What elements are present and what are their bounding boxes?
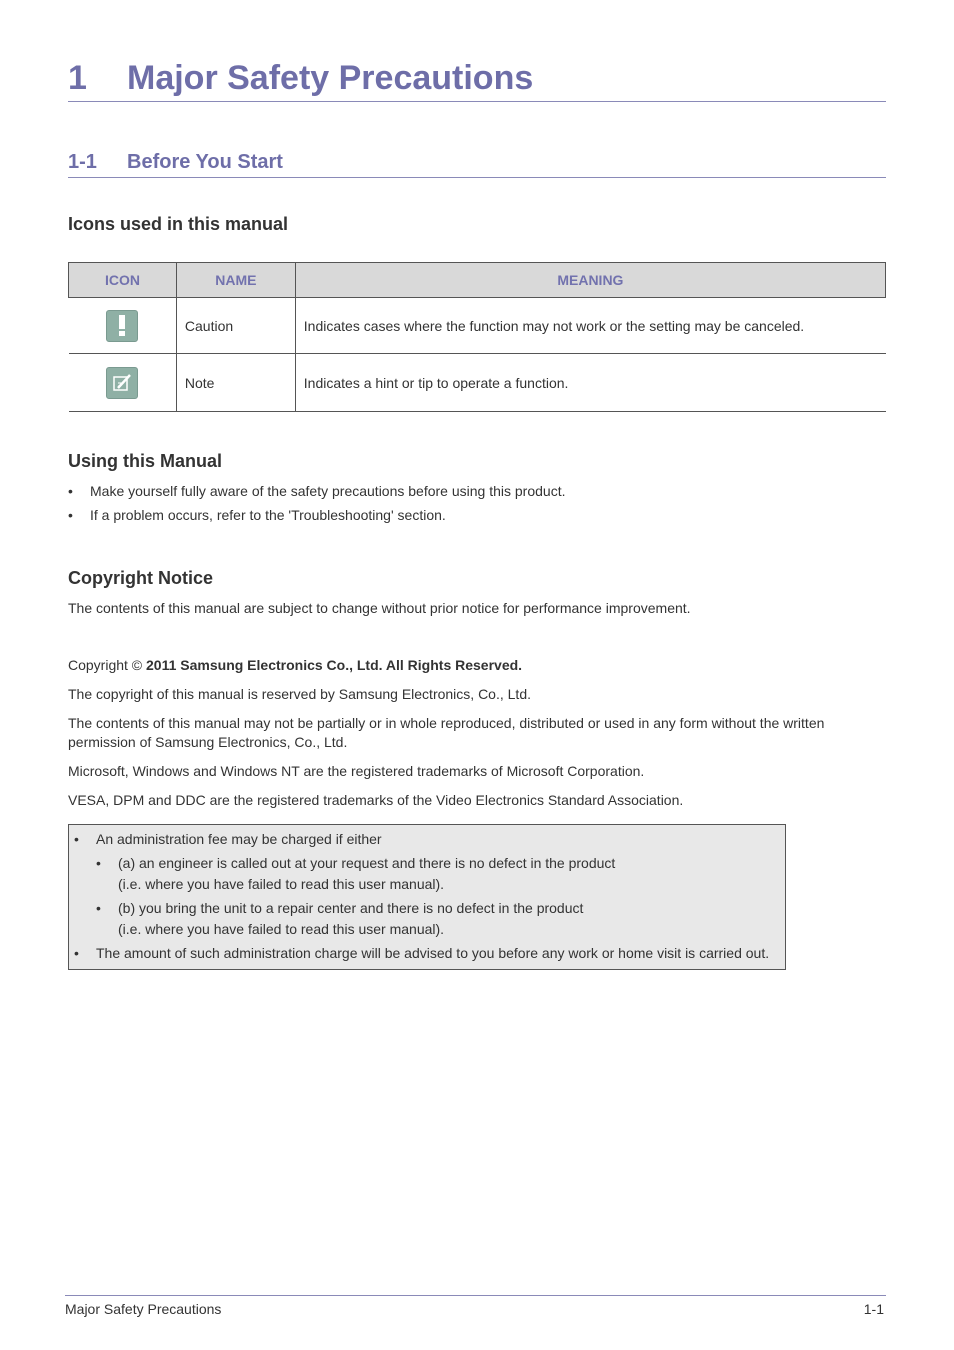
icon-cell: [69, 354, 177, 412]
using-manual-heading: Using this Manual: [68, 451, 223, 471]
copyright-intro: The contents of this manual are subject to change without prior notice for performance improvement.: [68, 600, 691, 616]
notice-sub-a-2: (i.e. where you have failed to read this user manual).: [118, 876, 445, 892]
bullet: •: [74, 945, 79, 961]
microsoft-trademark: Microsoft, Windows and Windows NT are the registered trademarks of Microsoft Corporation.: [68, 763, 645, 779]
notice-sub-a-1: (a) an engineer is called out at your request and there is no defect in the product: [118, 855, 616, 871]
copyright-reserved: The copyright of this manual is reserved by Samsung Electronics, Co., Ltd.: [68, 686, 531, 702]
section-title: [68, 149, 886, 178]
copyright-reproduction-1: The contents of this manual may not be partially or in whole reproduced, distributed or used in any form without the written: [68, 715, 825, 731]
column-header-name: NAME: [176, 263, 295, 298]
table-header-row: [69, 263, 886, 298]
icons-heading: Icons used in this manual: [68, 214, 289, 234]
table-row: [69, 354, 886, 412]
chapter-title-text: Major Safety Precautions: [127, 59, 534, 97]
copyright-holder: 2011 Samsung Electronics Co., Ltd. All Rights Reserved.: [146, 657, 523, 673]
administration-fee-notice: [68, 824, 786, 970]
list-item: • Make yourself fully aware of the safety precautions before using this product.: [68, 482, 565, 506]
footer-divider: [65, 1295, 886, 1296]
chapter-number: 1: [68, 59, 87, 97]
copyright-prefix: Copyright ©: [68, 657, 147, 673]
footer-page-number: 1-1: [863, 1301, 884, 1317]
table-row: [69, 298, 886, 354]
icon-cell: [69, 298, 177, 354]
caution-icon: [106, 310, 138, 342]
notice-sub-b-2: (i.e. where you have failed to read this user manual).: [118, 921, 445, 937]
column-header-icon: ICON: [69, 263, 177, 298]
copyright-reproduction-2: permission of Samsung Electronics, Co., Ltd.: [68, 734, 348, 750]
bullet: •: [96, 855, 101, 871]
notice-item-2: The amount of such administration charge will be advised to you before any work or home visit is carried out.: [96, 945, 770, 961]
bullet: •: [96, 900, 101, 916]
vesa-trademark: VESA, DPM and DDC are the registered trademarks of the Video Electronics Standard Association.: [68, 792, 684, 808]
column-header-meaning: MEANING: [295, 263, 885, 298]
name-cell: Caution: [176, 298, 295, 354]
notice-sub-b-1: (b) you bring the unit to a repair center and there is no defect in the product: [118, 900, 584, 916]
section-title-text: Before You Start: [127, 151, 283, 173]
notice-item-1: An administration fee may be charged if either: [96, 831, 382, 847]
list-item: • If a problem occurs, refer to the 'Troubleshooting' section.: [68, 506, 565, 530]
using-manual-list: [68, 482, 565, 530]
footer-chapter-name: Major Safety Precautions: [65, 1301, 222, 1317]
meaning-cell: Indicates cases where the function may not work or the setting may be canceled.: [295, 298, 885, 354]
note-pencil-icon: [106, 367, 138, 399]
meaning-cell: Indicates a hint or tip to operate a function.: [295, 354, 885, 412]
section-number: 1-1: [68, 151, 97, 173]
copyright-heading: Copyright Notice: [68, 568, 214, 588]
icons-table: [68, 262, 886, 412]
copyright-line: [68, 656, 886, 675]
chapter-title: [68, 58, 886, 102]
bullet: •: [74, 831, 79, 847]
name-cell: Note: [176, 354, 295, 412]
